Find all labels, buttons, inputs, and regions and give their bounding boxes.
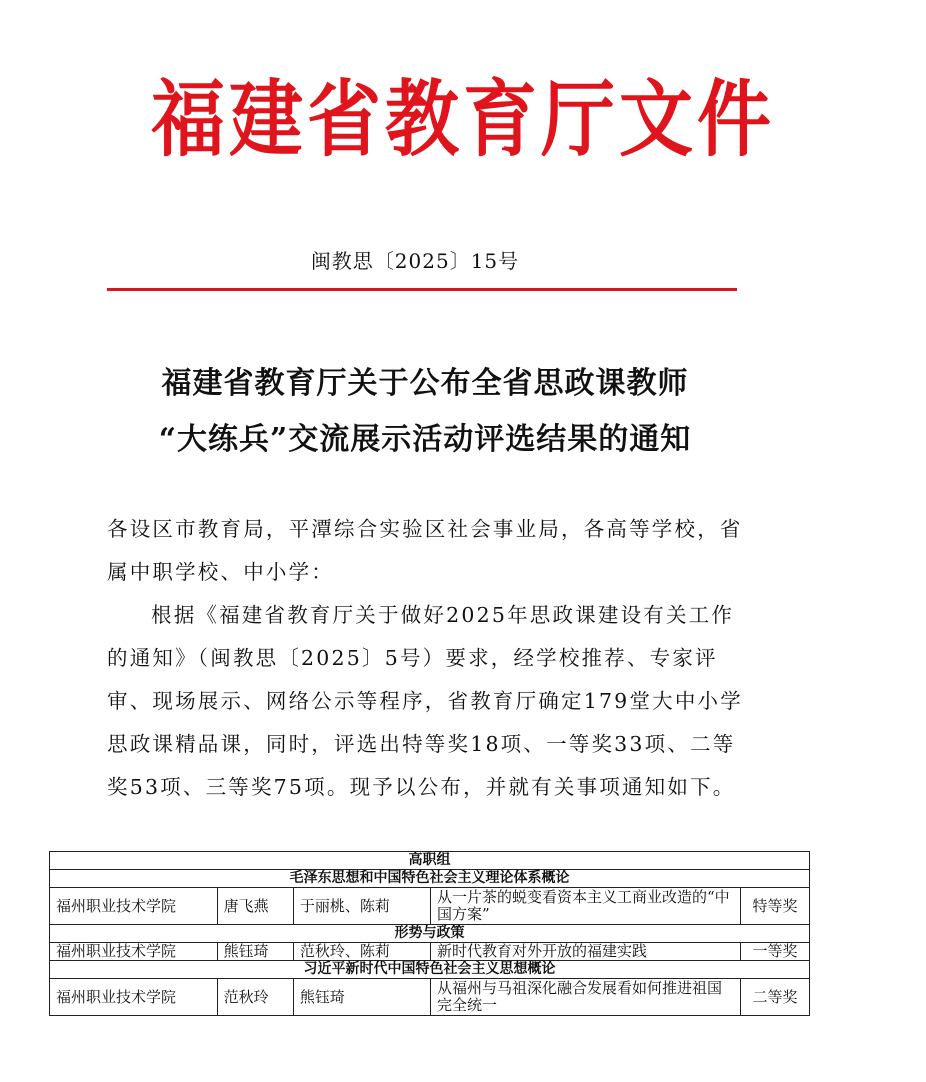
- course-header: 形势与政策: [50, 925, 810, 943]
- course-header: 习近平新时代中国特色社会主义思想概论: [50, 961, 810, 979]
- school-cell: 福州职业技术学院: [50, 943, 218, 961]
- team-cell: 于丽桃、陈莉: [293, 888, 430, 925]
- group-title: 高职组: [50, 852, 810, 870]
- document-title: [0, 356, 850, 468]
- table-row: [50, 943, 810, 961]
- awards-table: [49, 851, 810, 1016]
- table-row: [50, 979, 810, 1016]
- topic-cell: 从福州与马祖深化融合发展看如何推进祖国完全统一: [431, 979, 741, 1016]
- addressee: 各设区市教育局，平潭综合实验区社会事业局，各高等学校，省属中职学校、中小学：: [107, 517, 743, 584]
- award-cell: 一等奖: [740, 943, 809, 961]
- document-body: [107, 508, 747, 809]
- team-cell: 范秋玲、陈莉: [293, 943, 430, 961]
- document-number: 闽教思〔2025〕15号: [310, 249, 520, 273]
- award-cell: 特等奖: [740, 888, 809, 925]
- course-header: 毛泽东思想和中国特色社会主义理论体系概论: [50, 870, 810, 888]
- school-cell: 福州职业技术学院: [50, 979, 218, 1016]
- teacher-cell: 唐飞燕: [217, 888, 293, 925]
- award-cell: 二等奖: [740, 979, 809, 1016]
- body-paragraph: 根据《福建省教育厅关于做好2025年思政课建设有关工作的通知》（闽教思〔2025〕5号）要求，经学校推荐、专家评审、现场展示、网络公示等程序，省教育厅确定179堂大中小学思政课精品课，同时，评选出特等奖18项、一等奖33项、二等奖53项、三等奖75项。现予以公布，并就有关事项通知如下。: [107, 603, 743, 799]
- topic-cell: 从一片茶的蜕变看资本主义工商业改造的“中国方案”: [431, 888, 741, 925]
- school-cell: 福州职业技术学院: [50, 888, 218, 925]
- document-masthead: 福建省教育厅文件: [151, 71, 775, 169]
- teacher-cell: 范秋玲: [217, 979, 293, 1016]
- title-line-1: 福建省教育厅关于公布全省思政课教师: [161, 366, 689, 401]
- topic-cell: 新时代教育对外开放的福建实践: [431, 943, 741, 961]
- team-cell: 熊钰琦: [293, 979, 430, 1016]
- title-line-2: “大练兵”交流展示活动评选结果的通知: [158, 422, 692, 457]
- red-divider-line: [107, 288, 737, 291]
- table-row: [50, 888, 810, 925]
- teacher-cell: 熊钰琦: [217, 943, 293, 961]
